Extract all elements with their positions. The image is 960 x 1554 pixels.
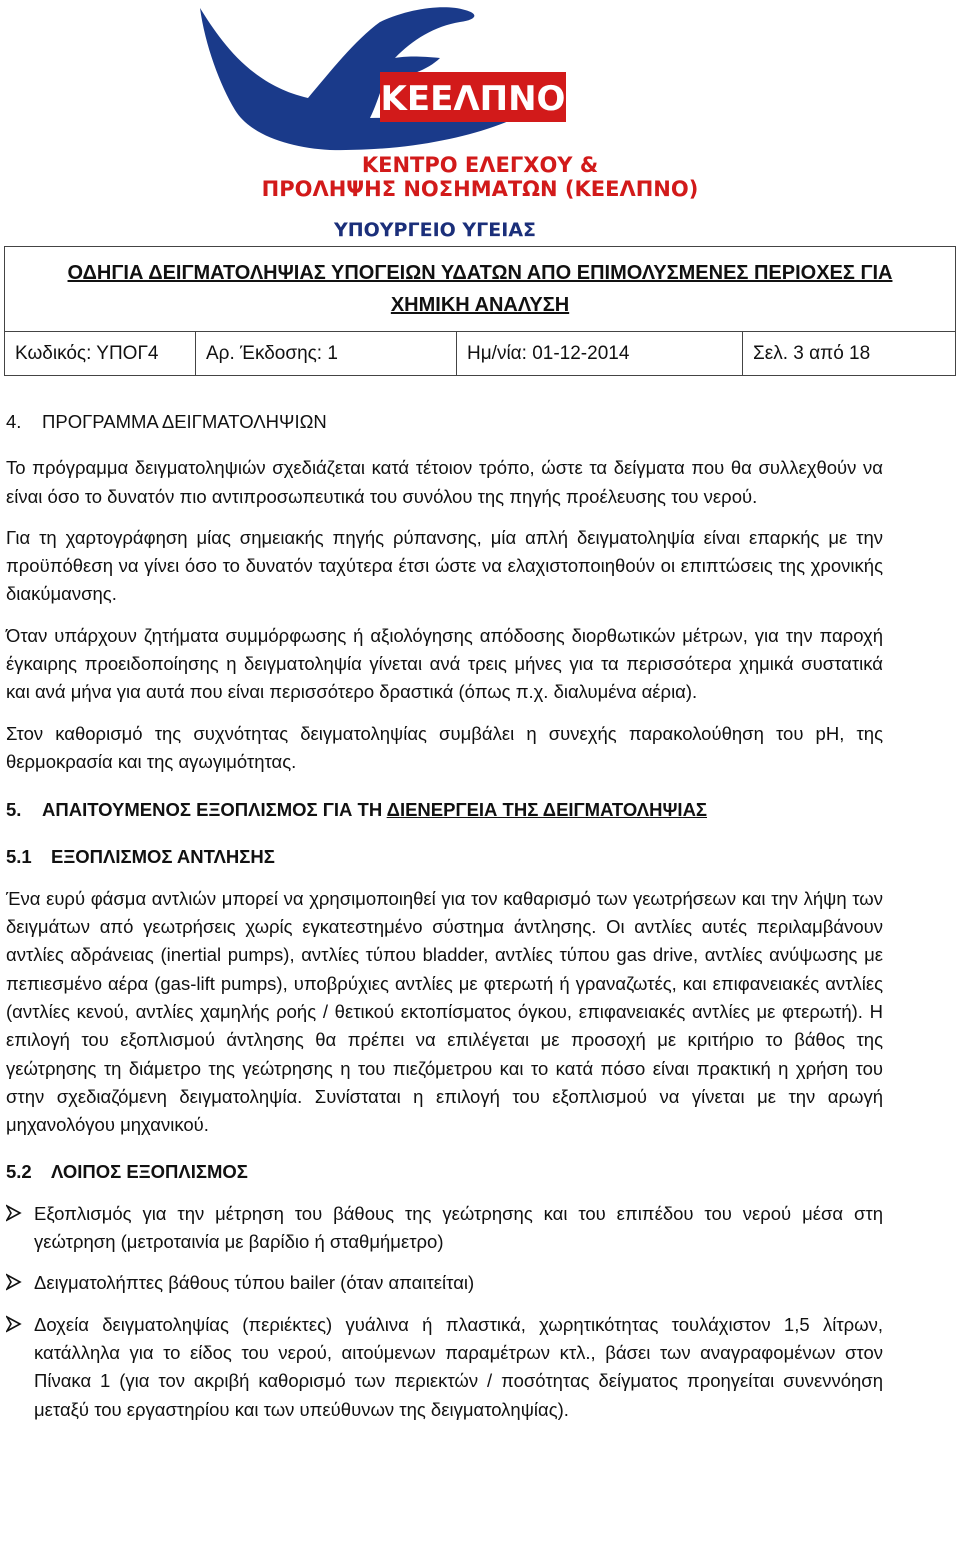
section-5-title-a: ΑΠΑΙΤΟΥΜΕΝΟΣ ΕΞΟΠΛΙΣΜΟΣ ΓΙΑ ΤΗ [42,799,387,821]
list-item [6,1311,883,1424]
document-title-line1: ΟΔΗΓΙΑ ΔΕΙΓΜΑΤΟΛΗΨΙΑΣ ΥΠΟΓΕΙΩΝ ΥΔΑΤΩΝ ΑΠΟ ΕΠΙΜΟΛΥΣΜΕΝΕΣ ΠΕΡΙΟΧΕΣ ΓΙΑ [67,262,893,284]
logo-line2: ΠΡΟΛΗΨΗΣ ΝΟΣΗΜΑΤΩΝ (ΚΕΕΛΠΝΟ) [261,177,699,201]
doc-date: Ημ/νία: 01-12-2014 [457,332,743,376]
section-5-1-paragraph: Ένα ευρύ φάσμα αντλιών μπορεί να χρησιμοποιηθεί για τον καθαρισμό των γεωτρήσεων και την λήψη των δειγμάτων από γεωτρήσεις χωρίς εγκατεστημένο σύστημα άντλησης. Οι αντλίες αυτές περιλαμβάνουν αντλίες αδράνειας (inertial pumps), αντλίες τύπου bladder, αντλίες τύπου gas drive, αντλίες ανύψωσης με πεπιεσμένο αέρα (gas-lift pumps), υποβρύχιες αντλίες με φτερωτή ή γραναζωτές, και επιφανειακές αντλίες (αντλίες κενού, αντλίες χαμηλής ροής / θετικού εκτοπίσματος όγκου, επιφανειακές αντλίες με φτερωτή). Η επιλογή του εξοπλισμού άντλησης θα πρέπει να επιλέγεται με προσοχή με κριτήριο το βάθος της γεώτρησης τη διάμετρο της γεώτρησης η του πιεζόμετρου και το κατά πόσο είναι πρακτική η χρήση του στην σχεδιαζόμενη δειγματοληψία. Συνίσταται η επιλογή του εξοπλισμού να γίνεται με την αρωγή μηχανολόγου μηχανικού. [6,887,883,1136]
section-5-number: 5. [6,799,22,821]
section-5-1-number: 5.1 [6,845,32,867]
section-5-1-title: ΕΞΟΠΛΙΣΜΟΣ ΑΝΤΛΗΣΗΣ [51,845,275,867]
section-5-2-number: 5.2 [6,1160,32,1182]
list-item-text: Εξοπλισμός για την μέτρηση του βάθους της γεώτρησης και του επιπέδου του νερού μέσα στη γεώτρηση (μετροταινία με βαρίδιο ή σταθμήμετρο) [34,1202,883,1253]
doc-code: Κωδικός: ΥΠΟΓ4 [5,332,196,376]
section-5-2-heading [6,1158,883,1186]
section-5-1-heading [6,843,883,871]
document-body [6,408,883,1437]
list-item-text: Δειγματολήπτες βάθους τύπου bailer (όταν απαιτείται) [34,1272,475,1294]
section-4-paragraph-4: Στον καθορισμό της συχνότητας δειγματοληψίας συμβάλει η συνεχής παρακολούθηση του pH, της θερμοκρασία και της αγωγιμότητας. [6,722,883,772]
section-4-paragraph-3: Όταν υπάρχουν ζητήματα συμμόρφωσης ή αξιολόγησης απόδοσης διορθωτικών μέτρων, για την παροχή έγκαιρης προειδοποίησης η δειγματοληψία γίνεται ανά τρεις μήνες για τα περισσότερα χημικά συστατικά και ανά μήνα για αυτά που είναι περισσότερο δραστικά (όπως π.χ. διαλυμένα αέρια). [6,624,883,703]
section-4-heading [6,408,883,436]
doc-edition: Αρ. Έκδοσης: 1 [196,332,457,376]
arrow-bullet-icon [6,1314,22,1334]
list-item [6,1269,883,1297]
list-item [6,1200,883,1257]
section-4-paragraph-2: Για τη χαρτογράφηση μίας σημειακής πηγής ρύπανσης, μία απλή δειγματοληψία είναι επαρκής με την προϋπόθεση να γίνει όσο το δυνατόν ταχύτερα έτσι ώστε να ελαχιστοποιηθούν οι επιπτώσεις της χρονικής διακύμανσης. [6,526,883,605]
section-5-heading [6,796,883,824]
section-4-number: 4. [6,411,22,432]
doc-page: Σελ. 3 από 18 [743,332,956,376]
section-4-paragraph-1: Το πρόγραμμα δειγματοληψιών σχεδιάζεται κατά τέτοιον τρόπο, ώστε τα δείγματα που θα συλλεχθούν να είναι όσο το δυνατόν πιο αντιπροσωπευτικά του συνόλου της πηγής προέλευσης του νερού. [6,457,883,507]
document-title [5,247,956,332]
logo-line1: ΚΕΝΤΡΟ ΕΛΕΓΧΟΥ & [361,153,599,177]
equipment-list [6,1200,883,1424]
logo-line3: ΥΠΟΥΡΓΕΙΟ ΥΓΕΙΑΣ [333,219,537,241]
document-title-line2: ΧΗΜΙΚΗ ΑΝΑΛΥΣΗ [390,294,570,316]
arrow-bullet-icon [6,1272,22,1292]
keelpno-logo [180,0,720,242]
document-header [4,246,956,376]
section-4-title: ΠΡΟΓΡΑΜΜΑ ΔΕΙΓΜΑΤΟΛΗΨΙΩΝ [42,411,327,432]
section-5-2-title: ΛΟΙΠΟΣ ΕΞΟΠΛΙΣΜΟΣ [51,1160,248,1182]
section-5-title-b: ΔΙΕΝΕΡΓΕΙΑ ΤΗΣ ΔΕΙΓΜΑΤΟΛΗΨΙΑΣ [386,799,708,821]
list-item-text: Δοχεία δειγματοληψίας (περιέκτες) γυάλινα ή πλαστικά, χωρητικότητας τουλάχιστον 1,5 λίτρων, κατάλληλα για το είδος του νερού, αιτούμενων παραμέτρων κτλ., βάσει των αναγραφομένων στον Πίνακα 1 (για τον ακριβή καθορισμό των περιεκτών / ποσότητας δείγματος προηγείται συνεννόηση μεταξύ του εργαστηρίου και των υπεύθυνων της δειγματοληψίας). [34,1313,883,1420]
arrow-bullet-icon [6,1203,22,1223]
brand-name: ΚΕΕΛΠΝΟ [380,79,566,119]
